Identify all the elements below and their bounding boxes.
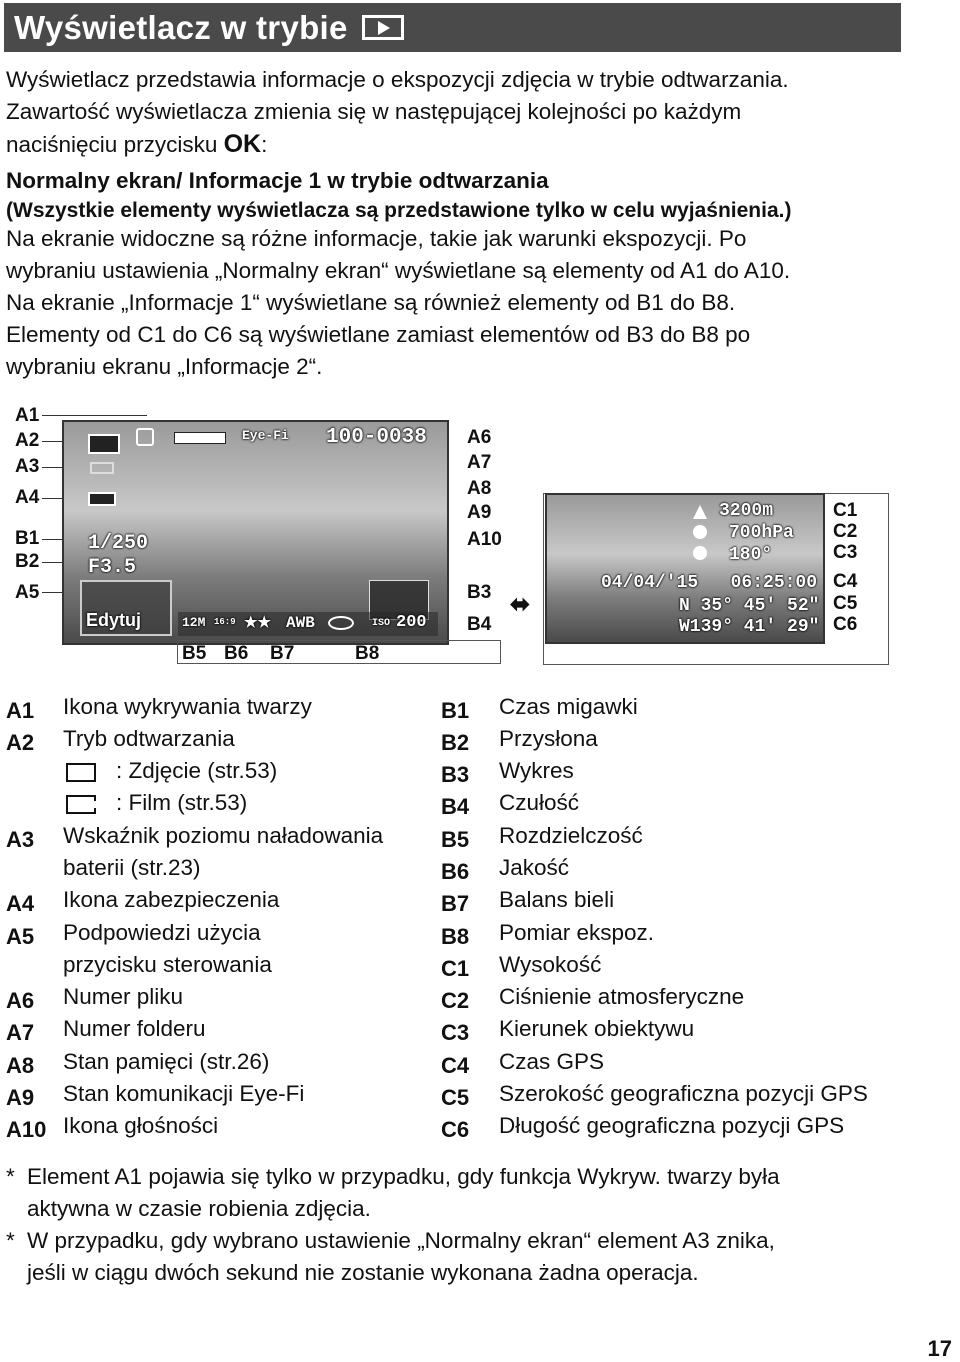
eyefi-label: Eye-Fi [242,428,289,443]
compass-icon [693,546,707,560]
section-title-bar [4,3,901,52]
legend-code: C1 [441,956,470,981]
legend-code: C2 [441,988,470,1013]
legend-text: Ikona zabezpieczenia [63,887,280,912]
body-line-2: wybraniu ustawienia „Normalny ekran“ wyświetlane są elementy od A1 do A10. [6,258,791,283]
shutter-speed: 1/250 [88,532,149,555]
label-b6: B6 [224,643,249,664]
note-bullet-1: * [6,1164,15,1189]
legend-text: Podpowiedzi użycia [63,920,261,945]
pressure-icon [693,525,707,539]
file-number: 100-0038 [326,426,427,449]
note-2 [27,1225,775,1289]
label-a10: A10 [467,529,502,550]
legend-text: : Zdjęcie (str.53) [116,758,278,783]
body-line-5: wybraniu ekranu „Informacje 2“. [6,354,323,379]
battery-icon [90,462,114,474]
label-a5: A5 [15,582,40,603]
label-b1: B1 [15,528,40,549]
label-c5: C5 [833,593,858,614]
legend-text: Stan komunikacji Eye-Fi [63,1081,305,1106]
legend-code: C3 [441,1020,470,1045]
legend-text: baterii (str.23) [63,855,201,880]
switch-arrow-icon: ⬌ [510,591,531,618]
gps-time: 04/04/'15 06:25:00 [601,573,818,593]
legend-code: C6 [441,1117,470,1142]
altitude-icon [693,505,707,519]
legend-code: A9 [6,1085,35,1110]
note-2-line-1: W przypadku, gdy wybrano ustawienie „Normalny ekran“ element A3 znika, [27,1228,775,1253]
intro-line-1: Wyświetlacz przedstawia informacje o ekspozycji zdjęcia w trybie odtwarzania. [6,67,789,92]
body-line-1: Na ekranie widoczne są różne informacje, takie jak warunki ekspozycji. Po [6,226,747,251]
label-a4: A4 [15,487,40,508]
legend-code: C4 [441,1053,470,1078]
heading-line-1: Normalny ekran/ Informacje 1 w trybie odtwarzania [6,168,549,193]
b-labels-frame [177,640,501,664]
label-a8: A8 [467,478,492,499]
legend-code: B4 [441,794,470,819]
pressure-value: 700hPa [729,523,794,543]
edit-hint-label: Edytuj [86,610,142,630]
aspect-ratio: 16:9 [214,617,236,627]
legend-text: Długość geograficzna pozycji GPS [499,1113,845,1138]
legend-code: C5 [441,1085,470,1110]
heading-line-2: (Wszystkie elementy wyświetlacza są przedstawione tylko w celu wyjaśnienia.) [6,199,792,222]
still-playback-icon [66,763,96,782]
legend-text: Ciśnienie atmosferyczne [499,984,745,1009]
label-b5: B5 [182,643,207,664]
legend-text: Stan pamięci (str.26) [63,1049,270,1074]
page-number: 17 [927,1336,952,1361]
page-title: Wyświetlacz w trybie [14,8,348,46]
legend-text: Numer folderu [63,1016,206,1041]
legend-code: B8 [441,924,470,949]
label-a9: A9 [467,502,492,523]
label-c4: C4 [833,571,858,592]
legend-code: B7 [441,891,470,916]
label-b3: B3 [467,582,492,603]
quality-stars: ★★ [244,615,271,632]
gps-screen [545,493,825,644]
movie-playback-icon [66,795,96,814]
legend-text: Pomiar ekspoz. [499,920,655,945]
body-line-4: Elementy od C1 do C6 są wyświetlane zamiast elementów od B3 do B8 po [6,322,751,347]
legend-text: Wskaźnik poziomu naładowania [63,823,384,848]
legend-text: Przysłona [499,726,598,751]
legend-code: B6 [441,859,470,884]
legend-text: Numer pliku [63,984,184,1009]
face-detect-icon [136,428,154,446]
leader-a1 [42,415,147,416]
iso-label: ISO [372,618,391,629]
iso-value: 200 [396,613,427,632]
playback-icon [88,434,120,454]
legend-text: Rozdzielczość [499,823,643,848]
legend-text: Ikona głośności [63,1113,219,1138]
legend-text: przycisku sterowania [63,952,272,977]
legend-text: Czas migawki [499,694,638,719]
playback-screen [62,420,449,645]
legend-code: A8 [6,1053,35,1078]
intro-line-3-text: naciśnięciu przycisku [6,132,218,157]
label-b8: B8 [355,643,380,664]
legend-text: Wykres [499,758,574,783]
label-a1: A1 [15,405,40,426]
label-a2: A2 [15,430,40,451]
legend-text: : Film (str.53) [116,790,248,815]
legend-text: Szerokość geograficzna pozycji GPS [499,1081,868,1106]
ok-button-glyph: OK [223,130,262,158]
note-1-line-2: aktywna w czasie robienia zdjęcia. [27,1196,371,1221]
body-line-3: Na ekranie „Informacje 1“ wyświetlane są również elementy od B1 do B8. [6,290,736,315]
legend-code: A5 [6,924,35,949]
label-c1: C1 [833,500,858,521]
legend-code: B2 [441,730,470,755]
protect-key-icon [88,492,116,506]
legend-text: Czułość [499,790,580,815]
metering-icon [328,616,354,630]
playback-mode-icon [362,15,404,40]
label-c6: C6 [833,614,858,635]
legend-code: B1 [441,698,470,723]
note-1-line-1: Element A1 pojawia się tylko w przypadku, gdy funkcja Wykryw. twarzy była [27,1164,780,1189]
legend-text: Kierunek obiektywu [499,1016,695,1041]
legend-text: Ikona wykrywania twarzy [63,694,312,719]
aperture-value: F3.5 [88,556,137,579]
label-a3: A3 [15,456,40,477]
section-heading [6,165,906,197]
note-2-line-2: jeśli w ciągu dwóch sekund nie zostanie wykonana żadna operacja. [27,1260,699,1285]
info-strip [178,612,438,636]
legend-text: Tryb odtwarzania [63,726,235,751]
label-b7: B7 [270,643,295,664]
legend-text: Czas GPS [499,1049,605,1074]
altitude-value: 3200m [719,501,774,521]
latitude-value: N 35° 45' 52" [679,596,820,616]
legend-code: A3 [6,827,35,852]
intro-line-2: Zawartość wyświetlacza zmienia się w następującej kolejności po każdym [6,99,742,124]
white-balance: AWB [286,614,315,632]
section-body [6,223,906,383]
label-c2: C2 [833,521,858,542]
legend-code: A2 [6,730,35,755]
control-hint-box [80,580,172,636]
legend-code: A4 [6,891,35,916]
legend-code: B3 [441,762,470,787]
legend-text: Jakość [499,855,570,880]
longitude-value: W139° 41' 29" [679,617,820,637]
resolution-value: 12M [182,615,206,630]
label-a7: A7 [467,452,492,473]
note-bullet-2: * [6,1228,15,1253]
intro-colon: : [261,132,268,157]
label-c3: C3 [833,542,858,563]
legend-code: B5 [441,827,470,852]
intro-paragraph [6,64,906,161]
label-b4: B4 [467,614,492,635]
note-1 [27,1161,780,1225]
label-b2: B2 [15,551,40,572]
intro-line-3 [6,128,906,161]
legend-code: A7 [6,1020,35,1045]
label-a6: A6 [467,427,492,448]
legend-text: Balans bieli [499,887,615,912]
legend-text: Wysokość [499,952,602,977]
legend-code: A10 [6,1117,47,1142]
volume-icon [174,432,226,444]
legend-code: A6 [6,988,35,1013]
legend-code: A1 [6,698,35,723]
direction-value: 180° [729,545,773,565]
